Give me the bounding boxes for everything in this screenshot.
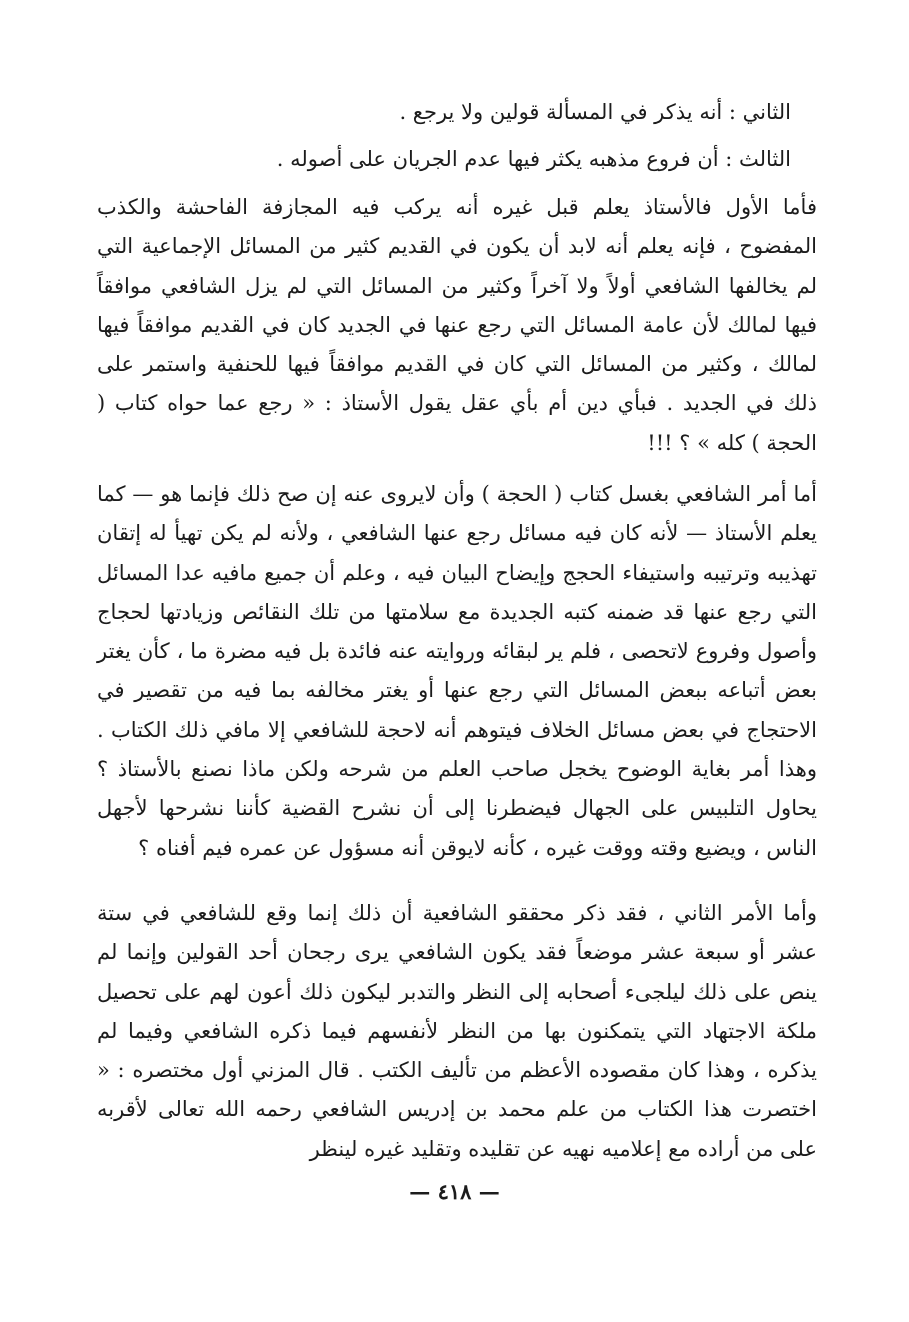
line-third-point: الثالث : أن فروع مذهبه يكثر فيها عدم الجريان على أصوله . xyxy=(276,147,791,171)
paragraph-book-washing xyxy=(97,475,817,868)
page-number: — ٤١٨ — xyxy=(409,1179,500,1204)
paragraph-first-matter-text: فأما الأول فالأستاذ يعلم قبل غيره أنه يركب فيه المجازفة الفاحشة والكذب المفضوح ، فإنه يعلم أنه لابد أن يكون في القديم كثير من المسائل الإجماعية التي لم يخالفها الشافعي أولاً ولا آخراً وكثير من المسائل التي لم يزل الشافعي موافقاً فيها لمالك لأن عامة المسائل التي رجع عنها في الجديد كان في القديم موافقاً فيها لمالك ، وكثير من المسائل التي كان في القديم موافقاً فيها للحنفية واستمر على ذلك في الجديد . فبأي دين أم بأي عقل يقول الأستاذ : « رجع عما حواه كتاب ( الحجة ) كله » ؟ !!! xyxy=(97,195,818,455)
paragraph-book-washing-text: أما أمر الشافعي بغسل كتاب ( الحجة ) وأن لايروى عنه إن صح ذلك فإنما هو — كما يعلم الأستاذ — لأنه كان فيه مسائل رجع عنها الشافعي ، ولأنه لم يكن تهيأ له إتقان تهذيبه وترتيبه واستيفاء الحجج وإيضاح البيان فيه ، وعلم أن جميع مافيه عدا المسائل التي رجع عنها قد ضمنه كتبه الجديدة مع سلامتها من تلك النقائص وزيادتها لحجاج وأصول وفروع لاتحصى ، فلم ير لبقائه وروايته عنه فائدة بل فيه مضرة ما ، كأن يغتر بعض أتباعه ببعض المسائل التي رجع عنها أو يغتر مخالفه بما فيه من تقصير في الاحتجاج في بعض مسائل الخلاف فيتوهم أنه لاحجة للشافعي إلا مافي ذلك الكتاب . وهذا أمر بغاية الوضوح يخجل صاحب العلم من شرحه ولكن ماذا نصنع بالأستاذ ؟ يحاول التلبيس على الجهال فيضطرنا إلى أن نشرح القضية كأننا نشرحها لأجهل الناس ، ويضيع وقته ووقت غيره ، كأنه لايوقن أنه مسؤول عن عمره فيم أفناه ؟ xyxy=(97,482,817,860)
line-second-point: الثاني : أنه يذكر في المسألة قولين ولا يرجع . xyxy=(399,100,791,124)
paragraph-second-matter-text: وأما الأمر الثاني ، فقد ذكر محققو الشافعية أن ذلك إنما وقع للشافعي في ستة عشر أو سبعة عشر موضعاً فقد يكون الشافعي يرى رجحان أحد القولين وإنما لم ينص على ذلك ليلجىء أصحابه إلى النظر والتدبر ليكون ذلك أعون لهم على تحصيل ملكة الاجتهاد التي يتمكنون بها من النظر لأنفسهم فيما ذكره الشافعي وفيما لم يذكره ، وهذا كان مقصوده الأعظم من تأليف الكتب . قال المزني أول مختصره : « اختصرت هذا الكتاب من علم محمد بن إدريس الشافعي رحمه الله تعالى لأقربه على من أراده مع إعلاميه نهيه عن تقليده وتقليد غيره لينظر xyxy=(97,901,817,1161)
paragraph-second-matter xyxy=(97,894,817,1169)
paragraph-first-matter xyxy=(97,188,817,463)
